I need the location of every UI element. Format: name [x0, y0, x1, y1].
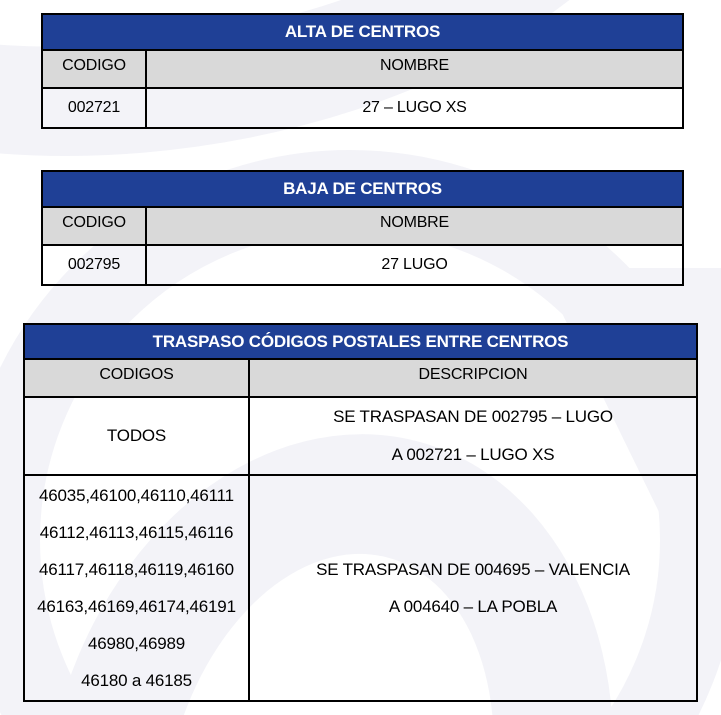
- codigos-line: 46180 a 46185: [81, 671, 192, 690]
- traspaso-codigos-postales-table: [23, 323, 698, 702]
- codigos-cell: [24, 397, 249, 475]
- codigos-line: 46980,46989: [87, 634, 186, 653]
- table-title-row: [42, 171, 683, 207]
- descripcion-line: SE TRASPASAN DE 004695 – VALENCIA: [316, 560, 630, 579]
- table-title: TRASPASO CÓDIGOS POSTALES ENTRE CENTROS: [24, 324, 697, 359]
- table-title-row: [42, 14, 683, 50]
- column-header-codigo: CODIGO: [42, 207, 146, 245]
- codigos-line: 46112,46113,46115,46116: [39, 523, 234, 542]
- column-header-codigo: CODIGO: [42, 50, 146, 88]
- baja-de-centros-table: [41, 170, 684, 286]
- column-header-codigos: CODIGOS: [24, 359, 249, 397]
- codigos-line: 46163,46169,46174,46191: [37, 597, 236, 616]
- table-row-todos: [24, 397, 697, 475]
- column-header-nombre: NOMBRE: [146, 207, 683, 245]
- descripcion-cell: [249, 397, 697, 475]
- table-row-postal-codes: [24, 475, 697, 701]
- codigos-cell: [24, 475, 249, 701]
- codigos-line: 46117,46118,46119,46160: [39, 560, 234, 579]
- table-title: ALTA DE CENTROS: [42, 14, 683, 50]
- column-header-row: [42, 50, 683, 88]
- column-header-row: [42, 207, 683, 245]
- descripcion-cell: [249, 475, 697, 701]
- descripcion-line: A 004640 – LA POBLA: [388, 597, 558, 616]
- nombre-cell: 27 LUGO: [146, 245, 683, 285]
- table-row: [42, 245, 683, 285]
- column-header-descripcion: DESCRIPCION: [249, 359, 697, 397]
- codigo-cell: 002795: [42, 245, 146, 285]
- table-title-row: [24, 324, 697, 359]
- descripcion-line: A 002721 – LUGO XS: [391, 445, 555, 464]
- column-header-row: [24, 359, 697, 397]
- descripcion-line: SE TRASPASAN DE 002795 – LUGO: [333, 407, 613, 426]
- column-header-nombre: NOMBRE: [146, 50, 683, 88]
- codigo-cell: 002721: [42, 88, 146, 128]
- table-title: BAJA DE CENTROS: [42, 171, 683, 207]
- codigos-line: TODOS: [106, 426, 167, 445]
- table-row: [42, 88, 683, 128]
- codigos-line: 46035,46100,46110,46111: [39, 486, 234, 505]
- nombre-cell: 27 – LUGO XS: [146, 88, 683, 128]
- alta-de-centros-table: [41, 13, 684, 129]
